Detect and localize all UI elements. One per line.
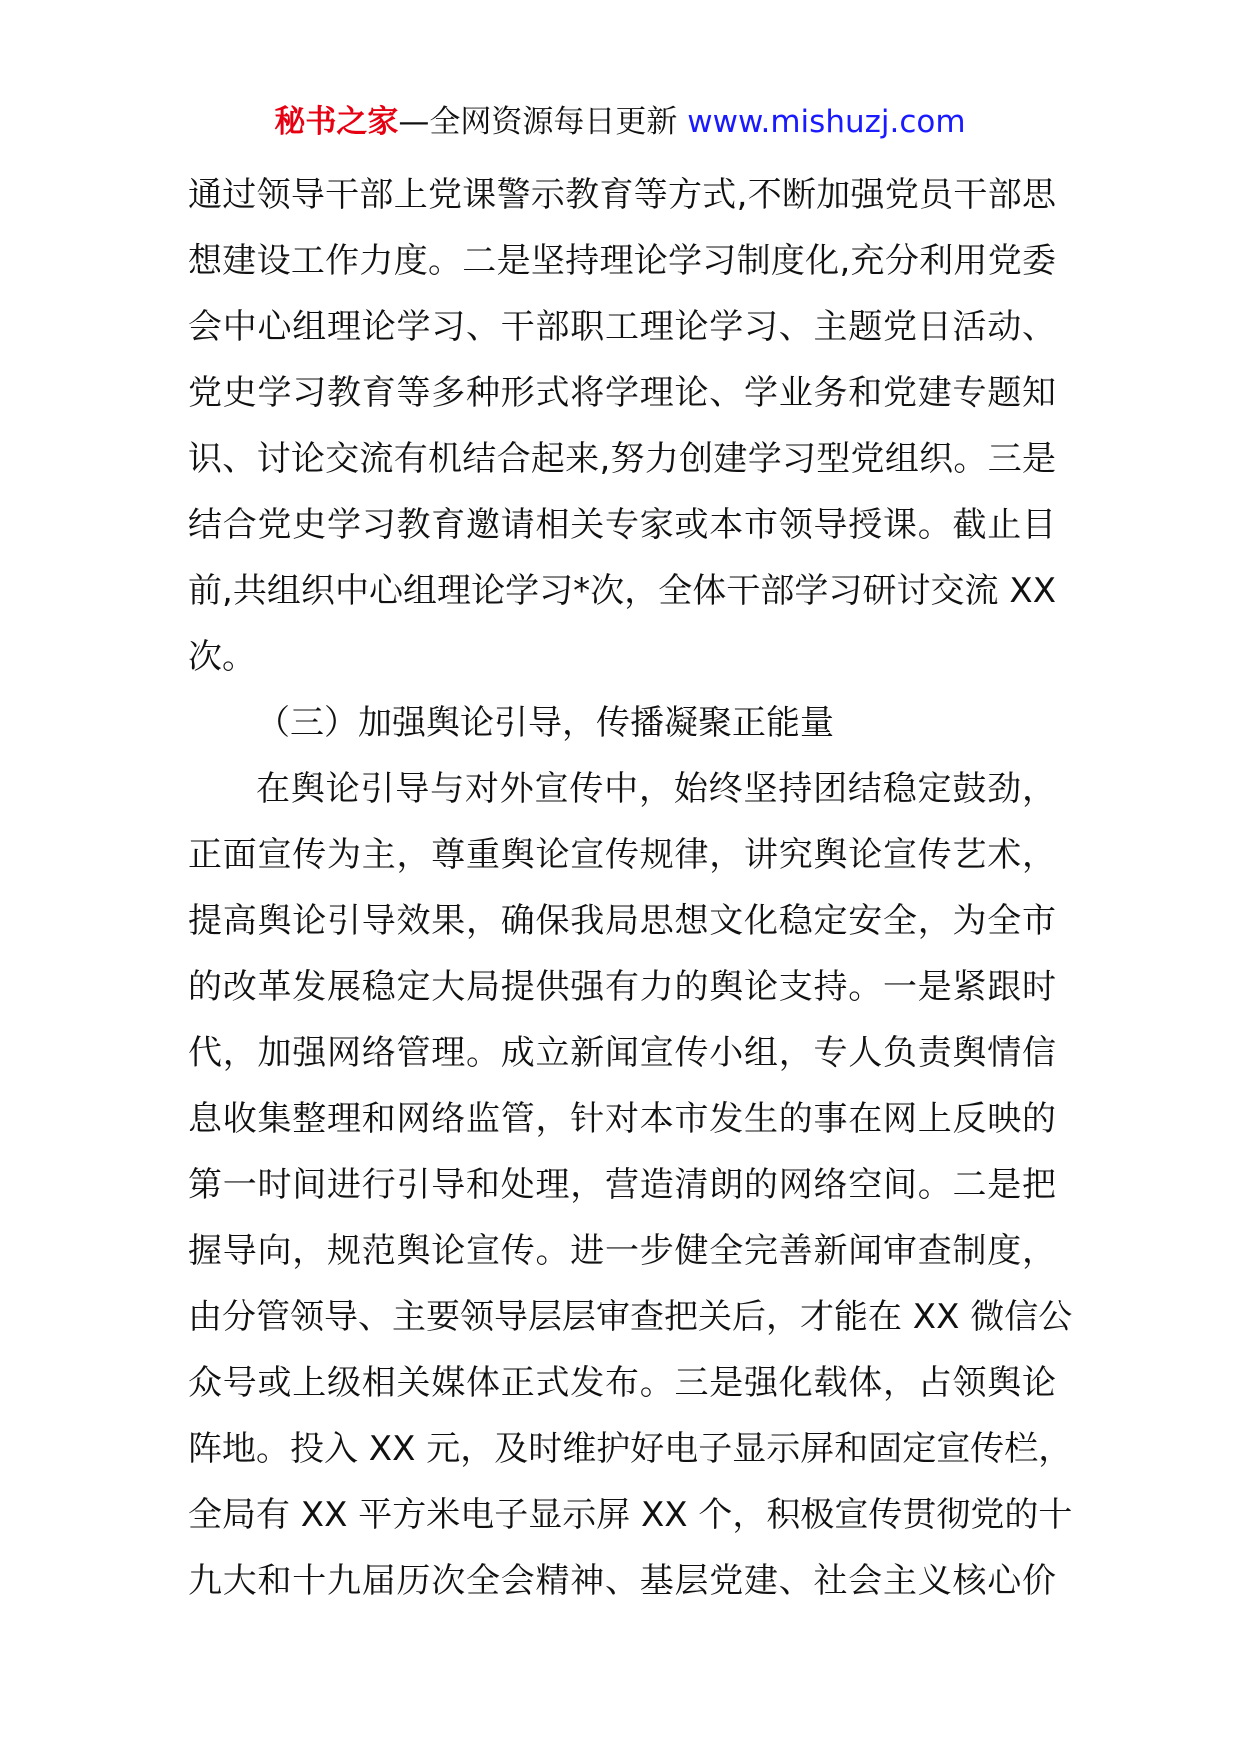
- body-line: 握导向，规范舆论宣传。进一步健全完善新闻审查制度，: [188, 1231, 1056, 1271]
- body-line: 结合党史学习教育邀请相关专家或本市领导授课。截止目: [188, 505, 1056, 545]
- body-line: 众号或上级相关媒体正式发布。三是强化载体，占领舆论: [188, 1363, 1056, 1403]
- body-line: 党史学习教育等多种形式将学理论、学业务和党建专题知: [188, 373, 1056, 413]
- body-line: 识、讨论交流有机结合起来,努力创建学习型党组织。三是: [188, 439, 1056, 479]
- body-line: 由分管领导、主要领导层层审查把关后，才能在 XX 微信公: [188, 1297, 1073, 1337]
- body-line: 的改革发展稳定大局提供强有力的舆论支持。一是紧跟时: [188, 967, 1056, 1007]
- site-url-link[interactable]: www.mishuzj.com: [687, 104, 966, 140]
- body-line: 想建设工作力度。二是坚持理论学习制度化,充分利用党委: [188, 241, 1056, 281]
- document-body: [188, 162, 1073, 1614]
- body-line: 提高舆论引导效果，确保我局思想文化稳定安全，为全市: [188, 901, 1056, 941]
- body-line: 通过领导干部上党课警示教育等方式,不断加强党员干部思: [188, 175, 1056, 215]
- body-line: 代，加强网络管理。成立新闻宣传小组，专人负责舆情信: [188, 1033, 1056, 1073]
- body-line: 九大和十九届历次全会精神、基层党建、社会主义核心价: [188, 1561, 1056, 1601]
- body-line: 在舆论引导与对外宣传中，始终坚持团结稳定鼓劲，: [256, 769, 1056, 809]
- body-line: 息收集整理和网络监管，针对本市发生的事在网上反映的: [188, 1099, 1056, 1139]
- body-line: 阵地。投入 XX 元，及时维护好电子显示屏和固定宣传栏，: [188, 1429, 1073, 1469]
- body-line: 前,共组织中心组理论学习*次，全体干部学习研讨交流 XX: [188, 571, 1056, 611]
- body-line: 次。: [188, 637, 256, 677]
- body-line: 正面宣传为主，尊重舆论宣传规律，讲究舆论宣传艺术，: [188, 835, 1056, 875]
- section-heading: （三）加强舆论引导，传播凝聚正能量: [256, 703, 834, 743]
- site-header: [0, 100, 1240, 144]
- body-line: 全局有 XX 平方米电子显示屏 XX 个，积极宣传贯彻党的十: [188, 1495, 1073, 1535]
- brand-name: 秘书之家: [274, 104, 399, 140]
- body-line: 第一时间进行引导和处理，营造清朗的网络空间。二是把: [188, 1165, 1056, 1205]
- body-line: 会中心组理论学习、干部职工理论学习、主题党日活动、: [188, 307, 1056, 347]
- header-tagline: —全网资源每日更新: [398, 104, 688, 140]
